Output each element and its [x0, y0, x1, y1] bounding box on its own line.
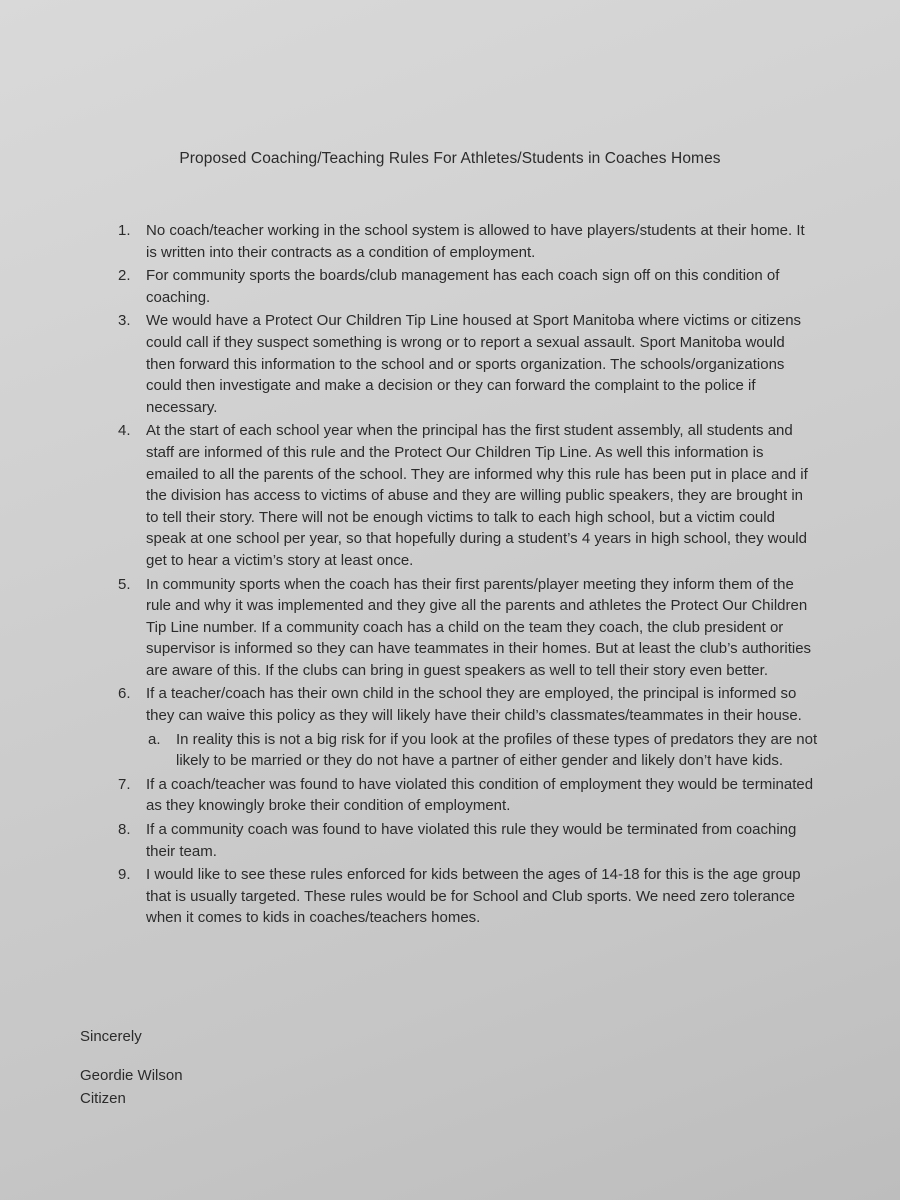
rule-number: 5. — [118, 575, 131, 593]
rule-number: 2. — [118, 267, 131, 285]
rule-item-8 — [118, 819, 818, 862]
rule-number: 9. — [118, 866, 131, 884]
rule-item-4 — [118, 420, 818, 571]
rule-number: 1. — [118, 222, 131, 239]
rule-item-6 — [118, 683, 818, 726]
rule-text: At the start of each school year when the principal has the first student assembly, all students and staff are informed of this rule and the Protect Our Children Tip Line. As well this information is emailed to all the parents of the school. They are informed why this rule has been put in place and if the division has access to victims of abuse and they are willing public speakers, they are brought in to tell their story. There will not be enough victims to talk to each high school, but a victim could speak at one school per year, so that hopefully during a student’s 4 years in high school, they would get to hear a victim’s story at least once. — [146, 422, 808, 569]
rule-item-7 — [118, 774, 818, 817]
rule-item-1 — [118, 220, 818, 263]
sub-point-text: In reality this is not a big risk for if you look at the profiles of these types of predators they are not likely to be married or they do not have a partner of either gender and likely don’t have kids. — [176, 730, 818, 770]
rule-item-3 — [118, 310, 818, 418]
rule-text: We would have a Protect Our Children Tip Line housed at Sport Manitoba where victims or citizens could call if they suspect something is wrong or to report a sexual assault. Sport Manitoba would then forward this information to the school and or sports organization. The schools/organizations could then investigate and make a decision or they can forward the complaint to the police if necessary. — [146, 312, 802, 416]
rule-number: 4. — [118, 422, 131, 440]
sub-point-letter: a. — [148, 730, 161, 748]
rule-text: For community sports the boards/club management has each coach sign off on this condition of coaching. — [146, 267, 780, 306]
rule-text: If a coach/teacher was found to have violated this condition of employment they would be terminated as they knowingly broke their condition of employment. — [146, 775, 814, 815]
rule-item-9 — [118, 864, 818, 929]
signer-name: Geordie Wilson — [80, 1067, 183, 1084]
rule-item-5 — [118, 574, 818, 682]
rule-6-sub-point — [148, 729, 818, 772]
rules-list — [118, 220, 818, 931]
rule-item-2 — [118, 265, 818, 308]
rule-number: 7. — [118, 775, 131, 793]
signature-block — [80, 1064, 183, 1110]
closing-salutation: Sincerely — [80, 1028, 142, 1045]
rule-text: In community sports when the coach has their first parents/player meeting they inform them of the rule and why it was implemented and they give all the parents and athletes the Protect Our Children Tip Line number. If a community coach has a child on the team they coach, the club president or supervisor is informed so they can have teammates in their homes. But at least the club’s authorities are aware of this. If the clubs can bring in guest speakers as well to tell their story even better. — [146, 575, 812, 679]
rule-text: I would like to see these rules enforced for kids between the ages of 14-18 for this is the age group that is usually targeted. These rules would be for School and Club sports. We need zero tolerance when it comes to kids in coaches/teachers homes. — [146, 866, 801, 927]
rule-text: If a community coach was found to have violated this rule they would be terminated from coaching their team. — [146, 821, 797, 860]
rule-text: If a teacher/coach has their own child in the school they are employed, the principal is informed so they can waive this policy as they will likely have their child’s classmates/teammates in their house. — [146, 685, 802, 725]
rule-number: 8. — [118, 821, 131, 839]
signer-title: Citizen — [80, 1090, 126, 1107]
rule-number: 3. — [118, 312, 131, 330]
document-title: Proposed Coaching/Teaching Rules For Athletes/Students in Coaches Homes — [179, 150, 721, 167]
rule-number: 6. — [118, 685, 131, 703]
rule-text: No coach/teacher working in the school system is allowed to have players/students at their home. It is written into their contracts as a condition of employment. — [146, 222, 805, 261]
